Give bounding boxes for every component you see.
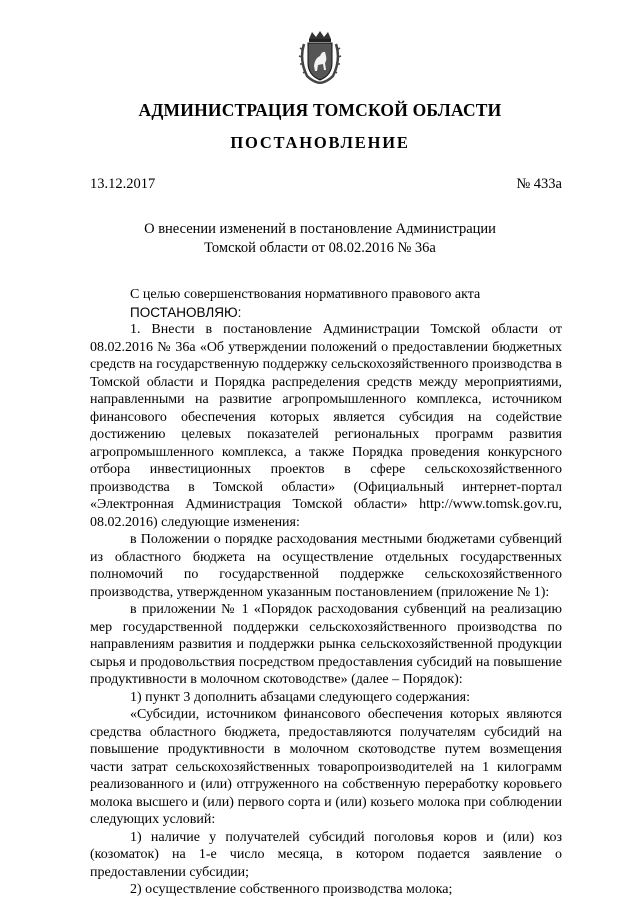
document-number: № 433а <box>516 176 562 192</box>
document-body <box>90 286 562 899</box>
coat-of-arms-icon <box>298 30 342 84</box>
body-paragraph-intro: С целью совершенствования нормативного правового акта <box>130 287 481 302</box>
document-date: 13.12.2017 <box>90 176 156 192</box>
body-paragraph-3: в приложении № 1 «Порядок расходования субвенций на реализацию мер государственной поддержки сельскохозяйственного производства по направлениям развития и поддержки рынка сельскохозяйственной продукции сырья и продовольствия посредством предоставления субсидий на повышение продуктивности в молочном скотоводстве» (далее – Порядок): <box>90 602 562 687</box>
subject-line-1: О внесении изменений в постановление Администрации <box>144 221 496 237</box>
body-paragraph-6: 1) наличие у получателей субсидий поголовья коров и (или) коз (козоматок) на 1-е число месяца, в котором подается заявление о предоставлении субсидии; <box>90 829 562 880</box>
organization-title: АДМИНИСТРАЦИЯ ТОМСКОЙ ОБЛАСТИ <box>138 100 502 120</box>
body-paragraph-5: «Субсидии, источником финансового обеспечения которых являются средства областного бюджета, предоставляются получателям субсидий на повышение продуктивности в молочном скотоводстве путем возмещения части затрат сельскохозяйственных товаропроизводителей на 1 килограмм реализованного и (или) отгруженного на собственную переработку коровьего молока высшего и (или) первого сорта и (или) козьего молока при соблюдении следующих условий: <box>90 707 562 827</box>
document-type: ПОСТАНОВЛЕНИЕ <box>230 133 410 152</box>
body-paragraph-7: 2) осуществление собственного производства молока; <box>130 882 453 897</box>
body-paragraph-2: в Положении о порядке расходования местными бюджетами субвенций из областного бюджета на осуществление отдельных государственных полномочий по государственной поддержке сельскохозяйственного производства, утвержденном указанным постановлением (приложение № 1): <box>90 532 562 600</box>
subject-line-2: Томской области от 08.02.2016 № 36а <box>204 240 436 256</box>
body-paragraph-1: 1. Внести в постановление Администрации Томской области от 08.02.2016 № 36а «Об утверждении положений о предоставлении бюджетных средств на государственную поддержку сельскохозяйственного производства в Томской области и Порядка распределения средств между мероприятиями, направленными на развитие агропромышленного комплекса, источником финансового обеспечения которых является субсидия на содействие достижению целевых показателей региональных программ развития агропромышленного комплекса, а также Порядка проведения конкурсного отбора инвестиционных проектов в сфере сельскохозяйственного производства в Томской области» (Официальный интернет-портал «Электронная Администрация Томской области» http://www.tomsk.gov.ru, 08.02.2016) следующие изменения: <box>90 322 562 530</box>
body-paragraph-resolve: ПОСТАНОВЛЯЮ: <box>130 304 242 320</box>
document-subject <box>0 220 640 258</box>
body-paragraph-4: 1) пункт 3 дополнить абзацами следующего содержания: <box>130 689 470 705</box>
